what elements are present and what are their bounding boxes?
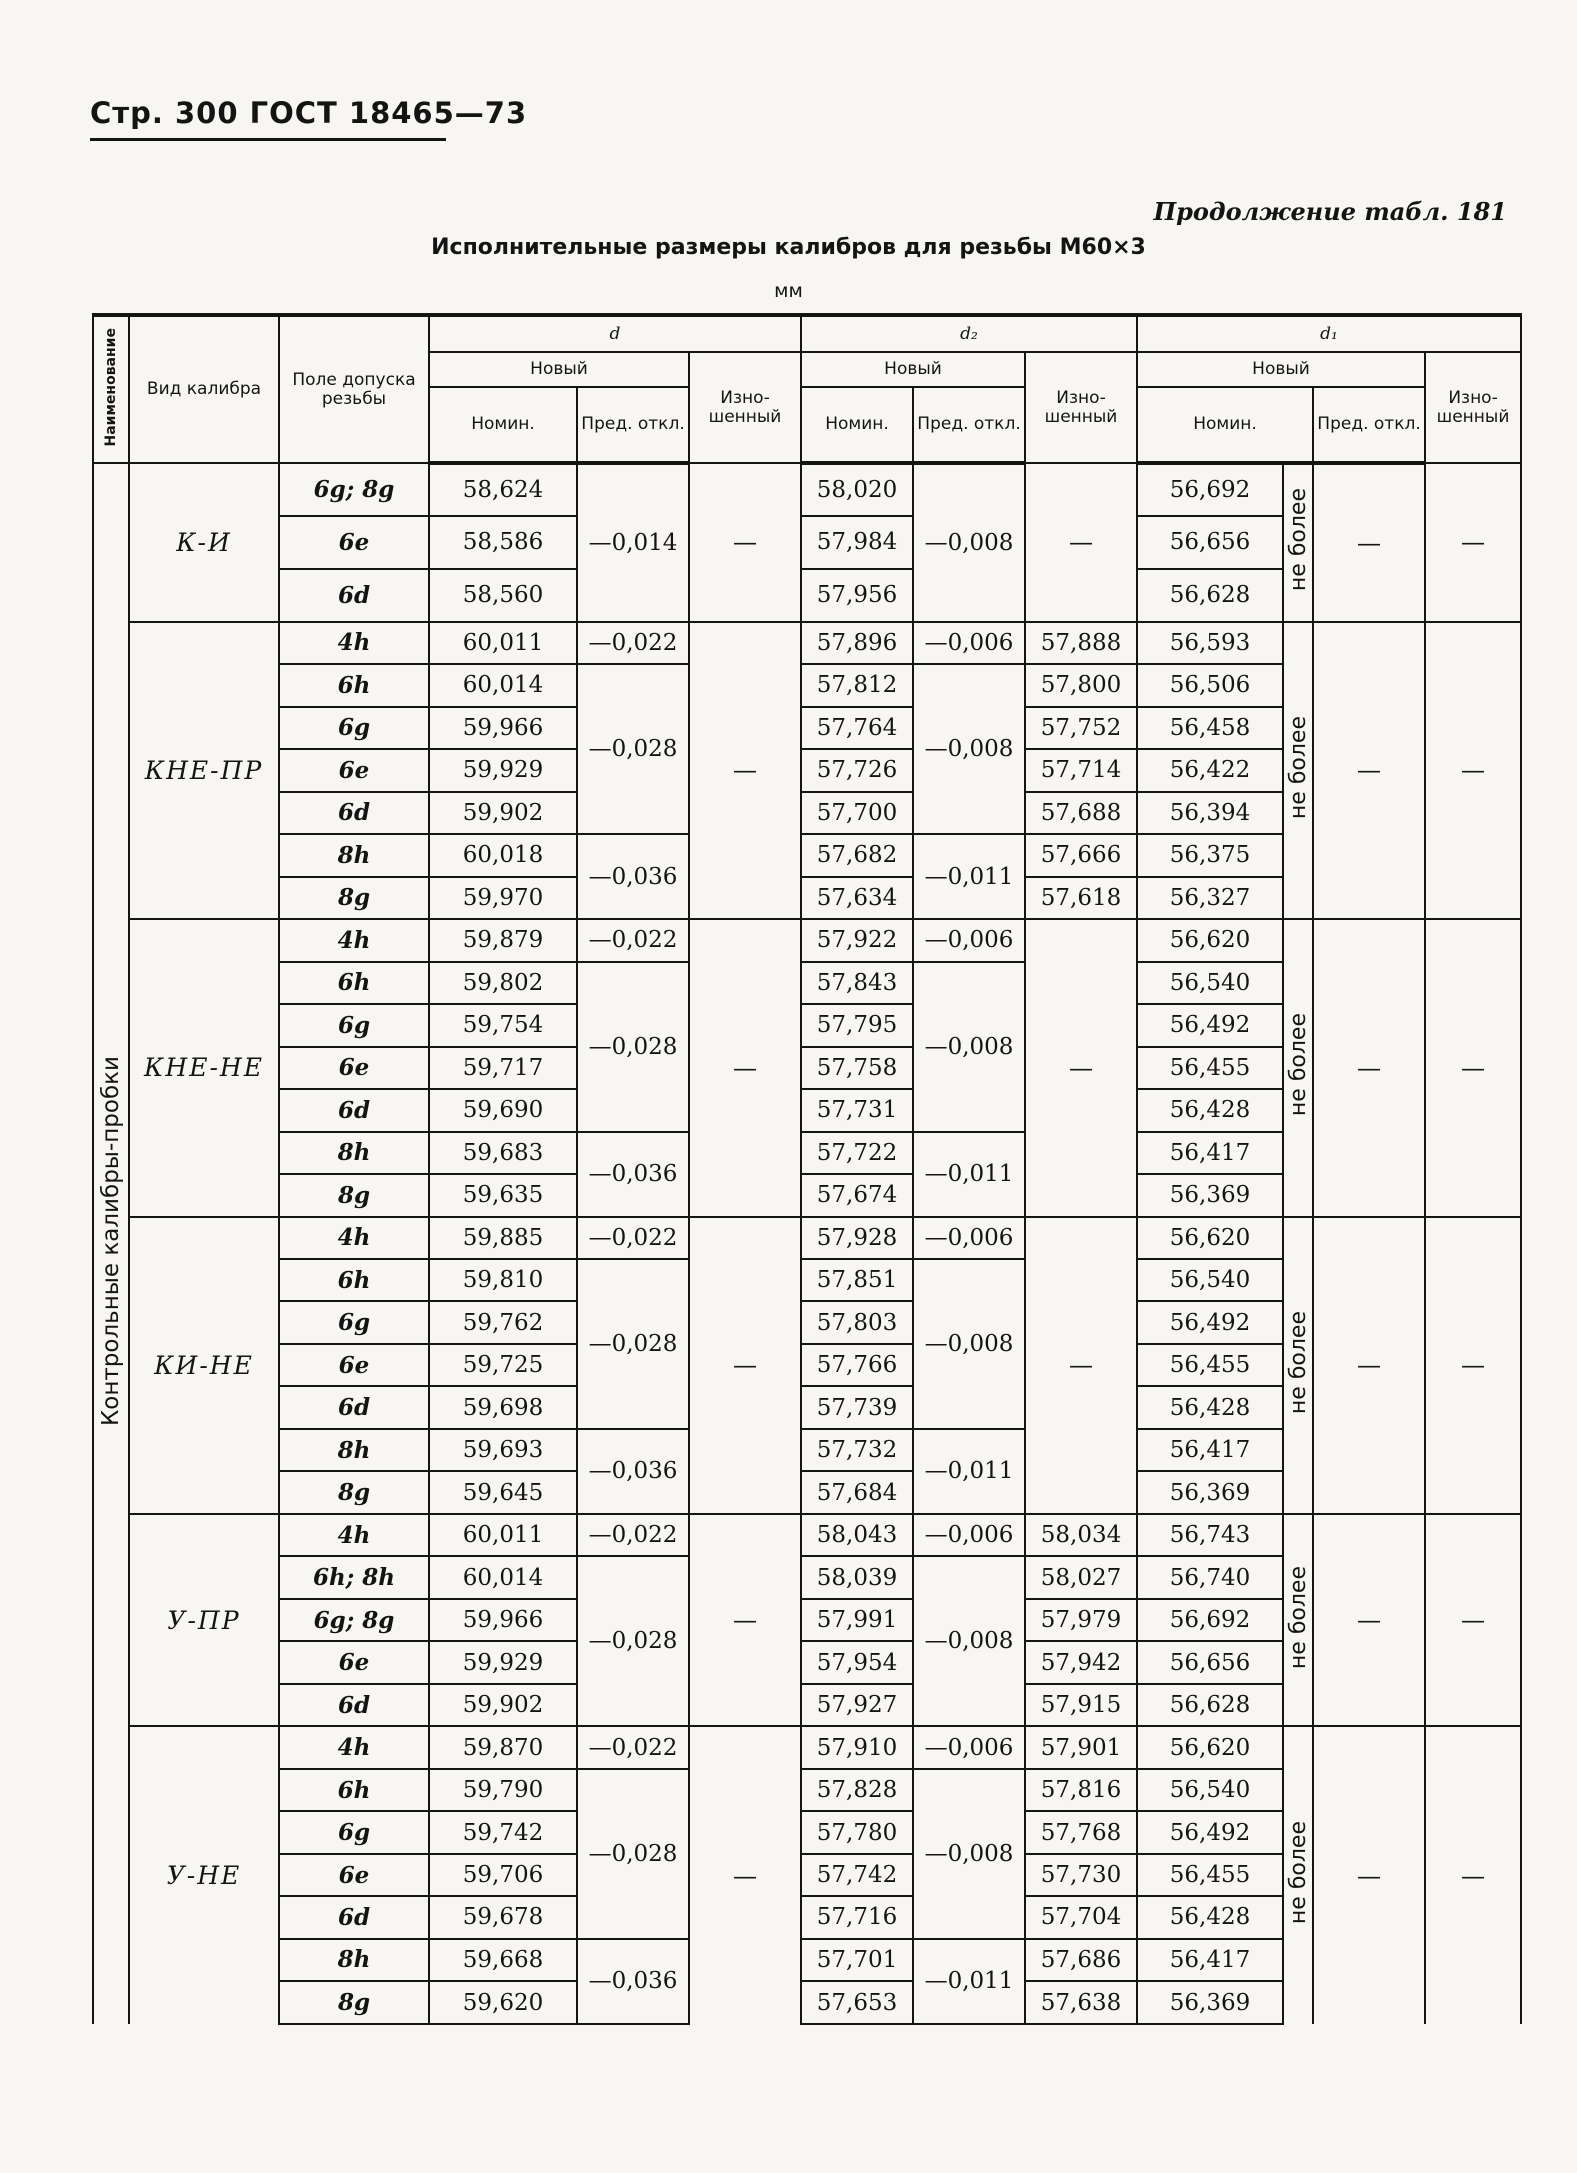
d1-nominal: 56,540: [1137, 1259, 1283, 1301]
header-d1-deviation: Пред. откл.: [1313, 387, 1425, 463]
d1-worn: —: [1425, 919, 1521, 1216]
d2-nominal: 57,716: [801, 1896, 913, 1938]
d1-nominal: 56,620: [1137, 1726, 1283, 1768]
tolerance-field: 6d: [279, 792, 429, 834]
d2-deviation: —0,008: [913, 1259, 1025, 1429]
d1-nominal: 56,369: [1137, 1981, 1283, 2024]
table-continuation-label: Продолжение табл. 181: [1153, 197, 1507, 226]
tolerance-field: 6d: [279, 569, 429, 622]
d1-nominal: 56,656: [1137, 516, 1283, 569]
tolerance-field: 6h: [279, 1259, 429, 1301]
d-nominal: 59,717: [429, 1047, 577, 1089]
d2-nominal: 57,758: [801, 1047, 913, 1089]
d1-nominal: 56,394: [1137, 792, 1283, 834]
tolerance-field: 6e: [279, 516, 429, 569]
d-worn: —: [689, 622, 801, 919]
d-nominal: 59,678: [429, 1896, 577, 1938]
group-label: Контрольные калибры-пробки: [93, 463, 129, 2024]
d-worn: —: [689, 1726, 801, 2024]
d1-nominal: 56,492: [1137, 1811, 1283, 1853]
d1-nominal: 56,656: [1137, 1641, 1283, 1683]
header-d-new: Новый: [429, 352, 689, 387]
d-deviation: —0,028: [577, 1769, 689, 1939]
d2-worn: 57,730: [1025, 1854, 1137, 1896]
d2-worn: 57,979: [1025, 1599, 1137, 1641]
d2-nominal: 57,726: [801, 749, 913, 791]
d-worn: —: [689, 463, 801, 622]
tolerance-field: 8h: [279, 1429, 429, 1471]
d-nominal: 59,902: [429, 792, 577, 834]
d2-worn: 57,901: [1025, 1726, 1137, 1768]
d-nominal: 60,014: [429, 664, 577, 706]
d-deviation: —0,028: [577, 664, 689, 834]
d1-nominal: 56,740: [1137, 1556, 1283, 1598]
d1-nominal: 56,428: [1137, 1386, 1283, 1428]
d2-worn: 57,618: [1025, 877, 1137, 919]
d1-worn: —: [1425, 1726, 1521, 2024]
table-row: [93, 919, 1521, 961]
d2-worn: —: [1025, 919, 1137, 1216]
tolerance-field: 6e: [279, 749, 429, 791]
table-row: [93, 1217, 1521, 1259]
d1-worn: —: [1425, 463, 1521, 622]
d1-worn: —: [1425, 622, 1521, 919]
d1-nominal: 56,428: [1137, 1089, 1283, 1131]
d1-deviation: —: [1313, 919, 1425, 1216]
tolerance-field: 8h: [279, 1132, 429, 1174]
d2-nominal: 57,803: [801, 1301, 913, 1343]
header-d1: d₁: [1137, 315, 1521, 352]
d1-nominal: 56,692: [1137, 1599, 1283, 1641]
table-row: [93, 1514, 1521, 1556]
d1-nominal: 56,455: [1137, 1047, 1283, 1089]
d-deviation: —0,036: [577, 1429, 689, 1514]
d1-nominal: 56,628: [1137, 1684, 1283, 1726]
d2-deviation: —0,006: [913, 1726, 1025, 1768]
d-nominal: 59,966: [429, 707, 577, 749]
d-nominal: 59,762: [429, 1301, 577, 1343]
d2-nominal: 58,043: [801, 1514, 913, 1556]
header-d2-deviation: Пред. откл.: [913, 387, 1025, 463]
table-row: [93, 463, 1521, 516]
tolerance-field: 8g: [279, 1174, 429, 1216]
d1-nominal: 56,375: [1137, 834, 1283, 876]
d-nominal: 59,879: [429, 919, 577, 961]
tolerance-field: 6g; 8g: [279, 463, 429, 516]
d-nominal: 59,810: [429, 1259, 577, 1301]
d1-nominal: 56,455: [1137, 1854, 1283, 1896]
d2-nominal: 57,954: [801, 1641, 913, 1683]
d2-worn: 57,714: [1025, 749, 1137, 791]
d1-deviation: —: [1313, 1217, 1425, 1514]
d-deviation: —0,028: [577, 962, 689, 1132]
d2-worn: 57,768: [1025, 1811, 1137, 1853]
d1-not-more-note: не более: [1283, 919, 1313, 1216]
d2-deviation: —0,008: [913, 1556, 1025, 1726]
d-nominal: 59,970: [429, 877, 577, 919]
d2-nominal: 57,731: [801, 1089, 913, 1131]
d-deviation: —0,036: [577, 834, 689, 919]
tolerance-field: 4h: [279, 1726, 429, 1768]
header-d1-worn: Изно-шенный: [1425, 352, 1521, 463]
d2-nominal: 57,922: [801, 919, 913, 961]
d2-nominal: 58,039: [801, 1556, 913, 1598]
d-deviation: —0,022: [577, 1726, 689, 1768]
tolerance-field: 6h: [279, 962, 429, 1004]
table-units: мм: [774, 280, 803, 302]
header-d1-nominal: Номин.: [1137, 387, 1313, 463]
d2-worn: 57,704: [1025, 1896, 1137, 1938]
tolerance-field: 8g: [279, 1471, 429, 1513]
tolerance-field: 6e: [279, 1344, 429, 1386]
tolerance-field: 4h: [279, 622, 429, 664]
header-d: d: [429, 315, 801, 352]
header-d-nominal: Номин.: [429, 387, 577, 463]
tolerance-field: 6g: [279, 1301, 429, 1343]
d2-nominal: 57,739: [801, 1386, 913, 1428]
header-d1-new: Новый: [1137, 352, 1425, 387]
d-deviation: —0,028: [577, 1556, 689, 1726]
d-nominal: 59,635: [429, 1174, 577, 1216]
d-deviation: —0,036: [577, 1939, 689, 2024]
d-nominal: 59,966: [429, 1599, 577, 1641]
d1-nominal: 56,620: [1137, 1217, 1283, 1259]
d2-worn: 57,816: [1025, 1769, 1137, 1811]
gauge-kind: КНЕ-НЕ: [129, 919, 279, 1216]
d-nominal: 59,802: [429, 962, 577, 1004]
d1-worn: —: [1425, 1217, 1521, 1514]
d-nominal: 59,690: [429, 1089, 577, 1131]
d2-deviation: —0,011: [913, 1429, 1025, 1514]
gauge-kind: У-НЕ: [129, 1726, 279, 2024]
d1-nominal: 56,593: [1137, 622, 1283, 664]
d1-not-more-note: не более: [1283, 1514, 1313, 1726]
gauge-kind: КНЕ-ПР: [129, 622, 279, 919]
d2-nominal: 57,896: [801, 622, 913, 664]
header-rule: [90, 138, 446, 141]
d1-nominal: 56,692: [1137, 463, 1283, 516]
tolerance-field: 6h: [279, 1769, 429, 1811]
d2-worn: 57,942: [1025, 1641, 1137, 1683]
d2-worn: 58,034: [1025, 1514, 1137, 1556]
d-deviation: —0,036: [577, 1132, 689, 1217]
tolerance-field: 6d: [279, 1896, 429, 1938]
d1-nominal: 56,369: [1137, 1471, 1283, 1513]
d2-worn: 57,888: [1025, 622, 1137, 664]
d1-nominal: 56,327: [1137, 877, 1283, 919]
d1-nominal: 56,458: [1137, 707, 1283, 749]
d2-nominal: 57,674: [801, 1174, 913, 1216]
d-nominal: 59,742: [429, 1811, 577, 1853]
tolerance-field: 8h: [279, 834, 429, 876]
tolerance-field: 6h; 8h: [279, 1556, 429, 1598]
d1-nominal: 56,628: [1137, 569, 1283, 622]
d2-nominal: 57,684: [801, 1471, 913, 1513]
d2-nominal: 57,928: [801, 1217, 913, 1259]
d-deviation: —0,022: [577, 919, 689, 961]
tolerance-field: 8g: [279, 877, 429, 919]
d-nominal: 60,018: [429, 834, 577, 876]
d2-nominal: 57,910: [801, 1726, 913, 1768]
d2-nominal: 57,701: [801, 1939, 913, 1981]
d2-nominal: 57,653: [801, 1981, 913, 2024]
d2-deviation: —0,011: [913, 834, 1025, 919]
table-row: [93, 622, 1521, 664]
d1-deviation: —: [1313, 1726, 1425, 2024]
d-nominal: 59,706: [429, 1854, 577, 1896]
d2-worn: 57,638: [1025, 1981, 1137, 2024]
d2-nominal: 57,851: [801, 1259, 913, 1301]
tolerance-field: 6d: [279, 1089, 429, 1131]
d-nominal: 58,586: [429, 516, 577, 569]
table-body: [93, 463, 1521, 2024]
d2-worn: 57,688: [1025, 792, 1137, 834]
d2-nominal: 57,732: [801, 1429, 913, 1471]
d2-nominal: 57,956: [801, 569, 913, 622]
tolerance-field: 6g: [279, 707, 429, 749]
tolerance-field: 8g: [279, 1981, 429, 2024]
d-worn: —: [689, 1217, 801, 1514]
d-nominal: 59,790: [429, 1769, 577, 1811]
d2-nominal: 57,927: [801, 1684, 913, 1726]
d-deviation: —0,014: [577, 463, 689, 622]
d-nominal: 60,011: [429, 1514, 577, 1556]
d2-nominal: 57,843: [801, 962, 913, 1004]
d1-nominal: 56,422: [1137, 749, 1283, 791]
d2-nominal: 57,780: [801, 1811, 913, 1853]
d2-worn: 58,027: [1025, 1556, 1137, 1598]
d2-deviation: —0,006: [913, 919, 1025, 961]
d2-nominal: 57,795: [801, 1004, 913, 1046]
d-nominal: 59,870: [429, 1726, 577, 1768]
d2-nominal: 57,700: [801, 792, 913, 834]
d-nominal: 59,929: [429, 1641, 577, 1683]
tolerance-field: 4h: [279, 919, 429, 961]
d1-nominal: 56,417: [1137, 1939, 1283, 1981]
d-nominal: 59,698: [429, 1386, 577, 1428]
d-nominal: 59,693: [429, 1429, 577, 1471]
gauge-kind: КИ-НЕ: [129, 1217, 279, 1514]
d2-deviation: —0,008: [913, 664, 1025, 834]
d1-nominal: 56,492: [1137, 1301, 1283, 1343]
header-name: Наименование: [93, 315, 129, 463]
table-row: [93, 1726, 1521, 1768]
d2-deviation: —0,008: [913, 962, 1025, 1132]
d1-deviation: —: [1313, 1514, 1425, 1726]
d-nominal: 59,668: [429, 1939, 577, 1981]
d-deviation: —0,022: [577, 1217, 689, 1259]
d1-deviation: —: [1313, 463, 1425, 622]
d2-nominal: 57,766: [801, 1344, 913, 1386]
d2-worn: —: [1025, 1217, 1137, 1514]
d1-nominal: 56,455: [1137, 1344, 1283, 1386]
d1-not-more-note: не более: [1283, 1726, 1313, 2024]
d1-not-more-note: не более: [1283, 1217, 1313, 1514]
tolerance-field: 6e: [279, 1047, 429, 1089]
d2-nominal: 58,020: [801, 463, 913, 516]
tolerance-field: 6g: [279, 1004, 429, 1046]
tolerance-field: 6d: [279, 1684, 429, 1726]
header-tolerance: Поле допуска резьбы: [279, 315, 429, 463]
table-title: Исполнительные размеры калибров для резьбы М60×3: [431, 235, 1146, 260]
tolerance-field: 6d: [279, 1386, 429, 1428]
d1-nominal: 56,417: [1137, 1132, 1283, 1174]
d-worn: —: [689, 1514, 801, 1726]
d2-deviation: —0,011: [913, 1939, 1025, 2024]
d2-deviation: —0,006: [913, 622, 1025, 664]
d-nominal: 59,929: [429, 749, 577, 791]
d-worn: —: [689, 919, 801, 1216]
d2-worn: 57,666: [1025, 834, 1137, 876]
header-d2-new: Новый: [801, 352, 1025, 387]
d-nominal: 59,885: [429, 1217, 577, 1259]
page-header: Стр. 300 ГОСТ 18465—73: [90, 96, 528, 130]
d1-nominal: 56,620: [1137, 919, 1283, 961]
d2-nominal: 57,742: [801, 1854, 913, 1896]
tolerance-field: 6g; 8g: [279, 1599, 429, 1641]
d2-nominal: 57,812: [801, 664, 913, 706]
d2-nominal: 57,984: [801, 516, 913, 569]
d2-nominal: 57,764: [801, 707, 913, 749]
d2-deviation: —0,006: [913, 1217, 1025, 1259]
d-nominal: 59,902: [429, 1684, 577, 1726]
tolerance-field: 4h: [279, 1217, 429, 1259]
d1-deviation: —: [1313, 622, 1425, 919]
d-nominal: 60,014: [429, 1556, 577, 1598]
header-d2: d₂: [801, 315, 1137, 352]
d1-worn: —: [1425, 1514, 1521, 1726]
d2-worn: 57,915: [1025, 1684, 1137, 1726]
d1-nominal: 56,540: [1137, 962, 1283, 1004]
d-deviation: —0,022: [577, 622, 689, 664]
tolerance-field: 6g: [279, 1811, 429, 1853]
d1-nominal: 56,506: [1137, 664, 1283, 706]
d2-deviation: —0,008: [913, 463, 1025, 622]
header-d2-nominal: Номин.: [801, 387, 913, 463]
tolerance-field: 6e: [279, 1641, 429, 1683]
d2-nominal: 57,682: [801, 834, 913, 876]
d2-nominal: 57,991: [801, 1599, 913, 1641]
tolerance-field: 6h: [279, 664, 429, 706]
d1-nominal: 56,369: [1137, 1174, 1283, 1216]
d-nominal: 58,560: [429, 569, 577, 622]
d2-worn: 57,800: [1025, 664, 1137, 706]
gauge-kind: У-ПР: [129, 1514, 279, 1726]
tolerance-field: 6e: [279, 1854, 429, 1896]
d1-nominal: 56,428: [1137, 1896, 1283, 1938]
d1-nominal: 56,540: [1137, 1769, 1283, 1811]
header-kind: Вид калибра: [129, 315, 279, 463]
gauge-kind: К-И: [129, 463, 279, 622]
d2-worn: 57,752: [1025, 707, 1137, 749]
d1-nominal: 56,417: [1137, 1429, 1283, 1471]
header-d2-worn: Изно-шенный: [1025, 352, 1137, 463]
d1-nominal: 56,492: [1137, 1004, 1283, 1046]
d2-worn: 57,686: [1025, 1939, 1137, 1981]
d-deviation: —0,028: [577, 1259, 689, 1429]
d-nominal: 59,683: [429, 1132, 577, 1174]
d2-worn: —: [1025, 463, 1137, 622]
tolerance-field: 4h: [279, 1514, 429, 1556]
d1-nominal: 56,743: [1137, 1514, 1283, 1556]
tolerance-field: 8h: [279, 1939, 429, 1981]
d2-deviation: —0,011: [913, 1132, 1025, 1217]
d2-deviation: —0,006: [913, 1514, 1025, 1556]
d-nominal: 60,011: [429, 622, 577, 664]
d-nominal: 59,725: [429, 1344, 577, 1386]
d1-not-more-note: не более: [1283, 463, 1313, 622]
d2-nominal: 57,634: [801, 877, 913, 919]
d-nominal: 58,624: [429, 463, 577, 516]
header-d-worn: Изно-шенный: [689, 352, 801, 463]
d-nominal: 59,620: [429, 1981, 577, 2024]
d2-nominal: 57,722: [801, 1132, 913, 1174]
d2-deviation: —0,008: [913, 1769, 1025, 1939]
d-nominal: 59,645: [429, 1471, 577, 1513]
header-d-deviation: Пред. откл.: [577, 387, 689, 463]
d-deviation: —0,022: [577, 1514, 689, 1556]
gauge-dimensions-table: [92, 313, 1522, 2025]
d1-not-more-note: не более: [1283, 622, 1313, 919]
d-nominal: 59,754: [429, 1004, 577, 1046]
d2-nominal: 57,828: [801, 1769, 913, 1811]
